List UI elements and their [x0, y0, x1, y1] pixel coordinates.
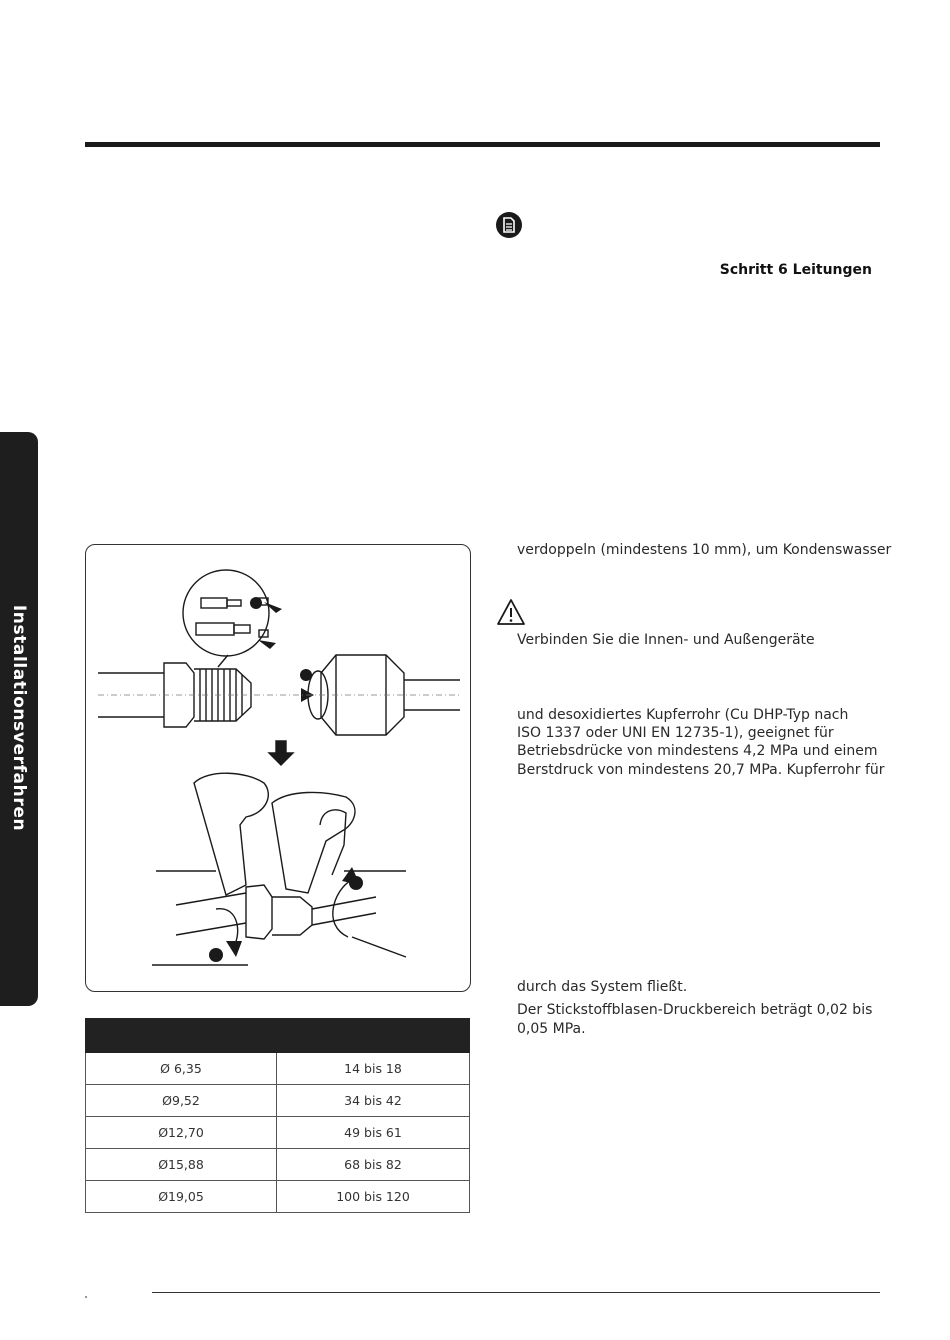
footer-mark — [85, 1296, 87, 1298]
note-icon — [495, 211, 523, 239]
torque-value-cell: 68 bis 82 — [277, 1149, 470, 1181]
table-header-cell — [277, 1019, 470, 1053]
table-header-row — [86, 1019, 470, 1053]
table-header-cell — [86, 1019, 277, 1053]
torque-table — [85, 1018, 470, 1213]
warning-icon — [496, 598, 526, 626]
top-rule — [85, 142, 880, 147]
copper-pipe-line: Berstdruck von mindestens 20,7 MPa. Kupferrohr für — [517, 762, 885, 778]
pipe-diameter-cell: Ø19,05 — [86, 1181, 277, 1213]
table-row — [86, 1085, 470, 1117]
pipe-diameter-cell: Ø15,88 — [86, 1149, 277, 1181]
torque-value-cell: 14 bis 18 — [277, 1053, 470, 1085]
step-label: Schritt 6 Leitungen — [719, 262, 872, 278]
flare-nut-illustration — [85, 544, 471, 992]
footer-rule — [152, 1292, 880, 1293]
table-row — [86, 1117, 470, 1149]
warning-text: Verbinden Sie die Innen- und Außengeräte — [517, 632, 815, 648]
copper-pipe-line: Betriebsdrücke von mindestens 4,2 MPa und einem — [517, 743, 878, 759]
torque-value-cell: 49 bis 61 — [277, 1117, 470, 1149]
copper-pipe-line: ISO 1337 oder UNI EN 12735-1), geeignet für — [517, 725, 834, 741]
table-row — [86, 1181, 470, 1213]
nitrogen-pressure-line: 0,05 MPa. — [517, 1021, 586, 1037]
torque-value-cell: 34 bis 42 — [277, 1085, 470, 1117]
torque-value-cell: 100 bis 120 — [277, 1181, 470, 1213]
section-side-tab-label: Installationsverfahren — [9, 604, 29, 832]
pipe-diameter-cell: Ø9,52 — [86, 1085, 277, 1117]
pipe-diameter-cell: Ø 6,35 — [86, 1053, 277, 1085]
flow-text: durch das System fließt. — [517, 979, 688, 995]
condensation-text: verdoppeln (mindestens 10 mm), um Kondenswasser — [517, 542, 892, 558]
table-row — [86, 1053, 470, 1085]
pipe-diameter-cell: Ø12,70 — [86, 1117, 277, 1149]
table-row — [86, 1149, 470, 1181]
nitrogen-pressure-line: Der Stickstoffblasen-Druckbereich beträgt 0,02 bis — [517, 1002, 873, 1018]
copper-pipe-line: und desoxidiertes Kupferrohr (Cu DHP-Typ nach — [517, 707, 849, 723]
